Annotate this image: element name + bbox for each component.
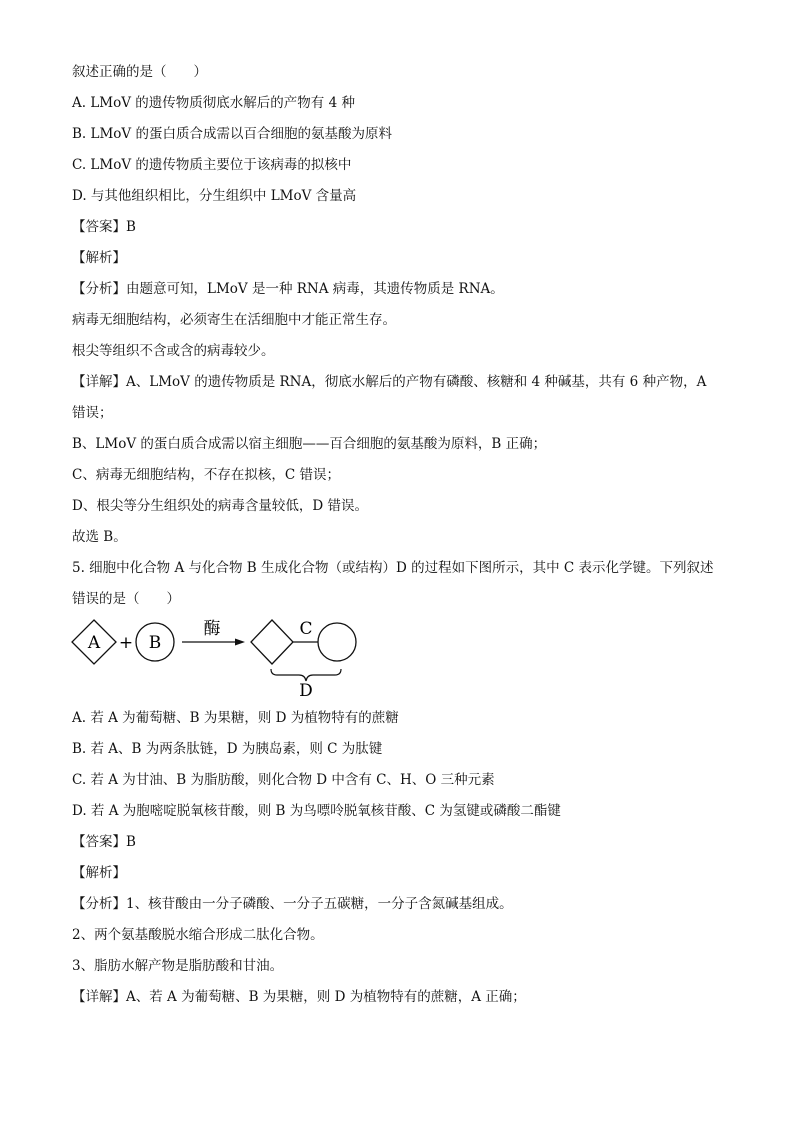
question-5-stem: 5. 细胞中化合物 A 与化合物 B 生成化合物（或结构）D 的过程如下图所示，其中 C 表示化学键。下列叙述 bbox=[72, 560, 714, 576]
option-c: C. LMoV 的遗传物质主要位于该病毒的拟核中 bbox=[72, 157, 352, 173]
label-d: D bbox=[299, 681, 313, 701]
label-a: A bbox=[87, 633, 101, 653]
analysis-line: 【分析】由题意可知，LMoV 是一种 RNA 病毒，其遗传物质是 RNA。 bbox=[72, 281, 504, 297]
analysis-line: 【分析】1、核苷酸由一分子磷酸、一分子五碳糖，一分子含氮碱基组成。 bbox=[72, 896, 513, 912]
product-circle bbox=[318, 623, 356, 661]
reaction-diagram bbox=[72, 619, 732, 701]
option-b: B. 若 A、B 为两条肽链，D 为胰岛素，则 C 为肽键 bbox=[72, 741, 383, 757]
question-5-stem: 错误的是（ ） bbox=[72, 591, 180, 607]
conclusion-line: 故选 B。 bbox=[72, 529, 127, 545]
label-c: C bbox=[299, 619, 313, 639]
detail-line: D、根尖等分生组织处的病毒含量较低，D 错误。 bbox=[72, 498, 368, 514]
enzyme-label: 酶 bbox=[203, 619, 221, 639]
document-page bbox=[72, 62, 732, 1018]
explanation-label: 【解析】 bbox=[72, 250, 126, 266]
analysis-line: 2、两个氨基酸脱水缩合形成二肽化合物。 bbox=[72, 927, 324, 943]
explanation-label: 【解析】 bbox=[72, 865, 126, 881]
text-block-bottom bbox=[72, 708, 732, 1007]
label-b: B bbox=[148, 633, 162, 653]
option-a: A. LMoV 的遗传物质彻底水解后的产物有 4 种 bbox=[72, 95, 355, 111]
detail-line: B、LMoV 的蛋白质合成需以宿主细胞——百合细胞的氨基酸为原料，B 正确； bbox=[72, 436, 547, 452]
detail-line: 【详解】A、LMoV 的遗传物质是 RNA，彻底水解后的产物有磷酸、核糖和 4 种碱基，共有 6 种产物，A bbox=[72, 374, 707, 390]
plus-sign: + bbox=[118, 633, 134, 653]
detail-line: 错误； bbox=[72, 405, 113, 421]
option-d: D. 与其他组织相比，分生组织中 LMoV 含量高 bbox=[72, 188, 357, 204]
analysis-line: 病毒无细胞结构，必须寄生在活细胞中才能正常生存。 bbox=[72, 312, 396, 328]
option-a: A. 若 A 为葡萄糖、B 为果糖，则 D 为植物特有的蔗糖 bbox=[72, 710, 399, 726]
reaction-arrow-head bbox=[235, 639, 245, 646]
analysis-line: 3、脂肪水解产物是脂肪酸和甘油。 bbox=[72, 958, 284, 974]
product-diamond bbox=[251, 620, 293, 664]
reaction-diagram-svg bbox=[72, 619, 372, 701]
answer-label: 【答案】B bbox=[72, 834, 136, 850]
option-c: C. 若 A 为甘油、B 为脂肪酸，则化合物 D 中含有 C、H、O 三种元素 bbox=[72, 772, 495, 788]
text-block-top bbox=[72, 62, 732, 609]
detail-line: 【详解】A、若 A 为葡萄糖、B 为果糖，则 D 为植物特有的蔗糖，A 正确； bbox=[72, 989, 526, 1005]
detail-line: C、病毒无细胞结构，不存在拟核，C 错误； bbox=[72, 467, 340, 483]
option-d: D. 若 A 为胞嘧啶脱氧核苷酸，则 B 为鸟嘌呤脱氧核苷酸、C 为氢键或磷酸二酯键 bbox=[72, 803, 561, 819]
product-brace bbox=[271, 669, 341, 681]
answer-label: 【答案】B bbox=[72, 219, 136, 235]
option-b: B. LMoV 的蛋白质合成需以百合细胞的氨基酸为原料 bbox=[72, 126, 392, 142]
analysis-line: 根尖等组织不含或含的病毒较少。 bbox=[72, 343, 275, 359]
question-4-stem-end: 叙述正确的是（ ） bbox=[72, 64, 207, 80]
